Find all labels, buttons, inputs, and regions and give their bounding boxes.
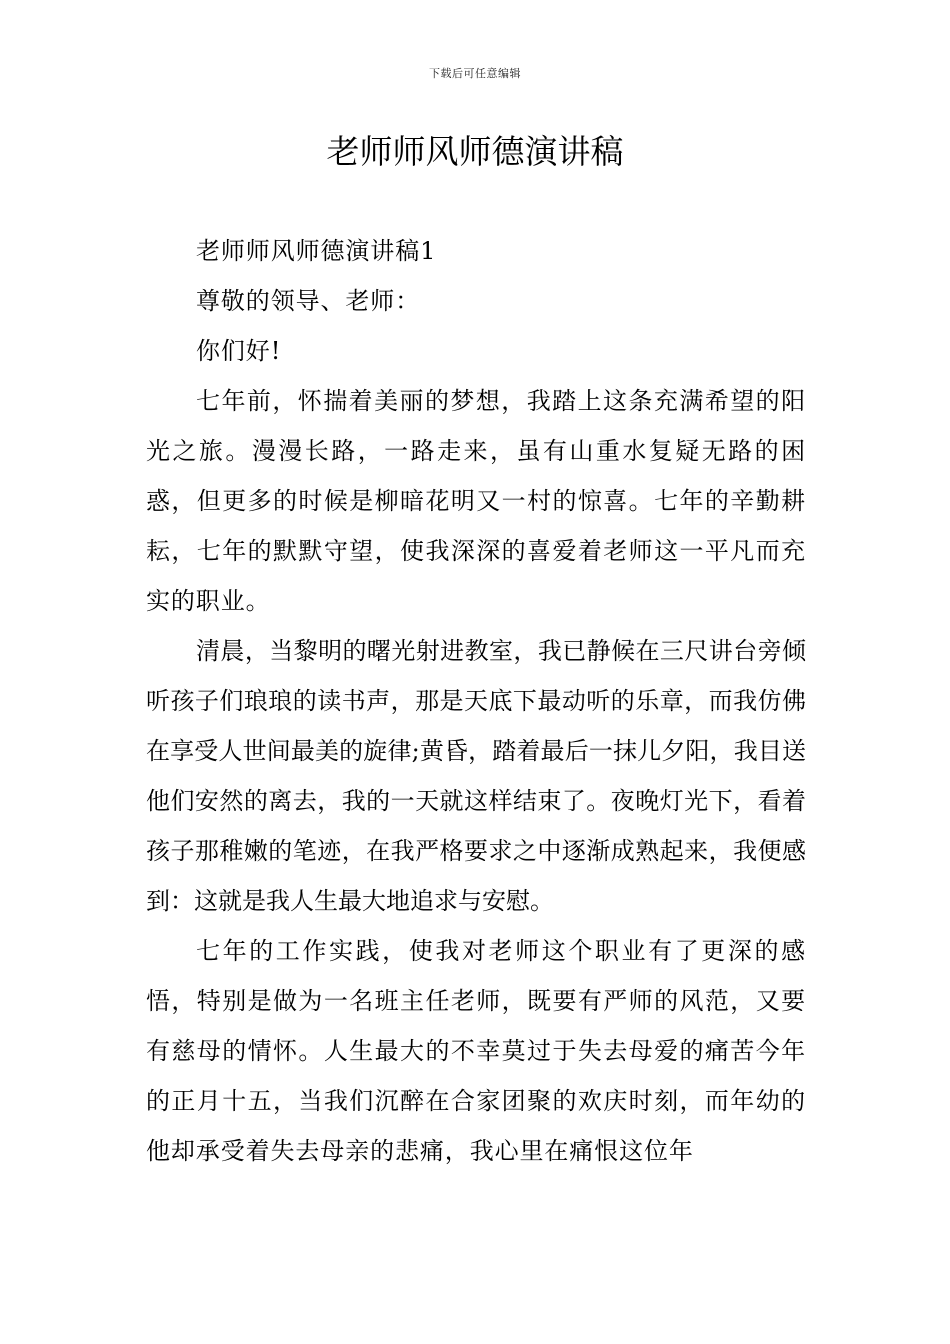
greeting: 你们好! xyxy=(196,337,282,365)
speech-subtitle: 老师师风师德演讲稿1 xyxy=(196,237,437,265)
paragraph-morning: 清晨，当黎明的曙光射进教室，我已静候在三尺讲台旁倾听孩子们琅琅的读书声，那是天底下最动听的乐章，而我仿佛在享受人世间最美的旋律;黄昏，踏着最后一抹儿夕阳，我目送他们安然的离去，我的一天就这样结束了。夜晚灯光下，看着孩子那稚嫩的笔迹，在我严格要求之中逐渐成熟起来，我便感到：这就是我人生最大地追求与安慰。 xyxy=(146,637,806,915)
document-body xyxy=(146,226,806,1176)
paragraph-work-practice: 七年的工作实践，使我对老师这个职业有了更深的感悟，特别是做为一名班主任老师，既要有严师的风范，又要有慈母的情怀。人生最大的不幸莫过于失去母爱的痛苦今年的正月十五，当我们沉醉在合家团聚的欢庆时刻，而年幼的他却承受着失去母亲的悲痛，我心里在痛恨这位年 xyxy=(146,937,806,1165)
paragraph-seven-years-ago: 七年前，怀揣着美丽的梦想，我踏上这条充满希望的阳光之旅。漫漫长路，一路走来，虽有山重水复疑无路的困惑，但更多的时候是柳暗花明又一村的惊喜。七年的辛勤耕耘，七年的默默守望，使我深深的喜爱着老师这一平凡而充实的职业。 xyxy=(146,387,806,615)
page-header-note: 下载后可任意编辑 xyxy=(429,67,521,80)
salutation: 尊敬的领导、老师： xyxy=(196,287,421,315)
document-title: 老师师风师德演讲稿 xyxy=(326,132,624,171)
